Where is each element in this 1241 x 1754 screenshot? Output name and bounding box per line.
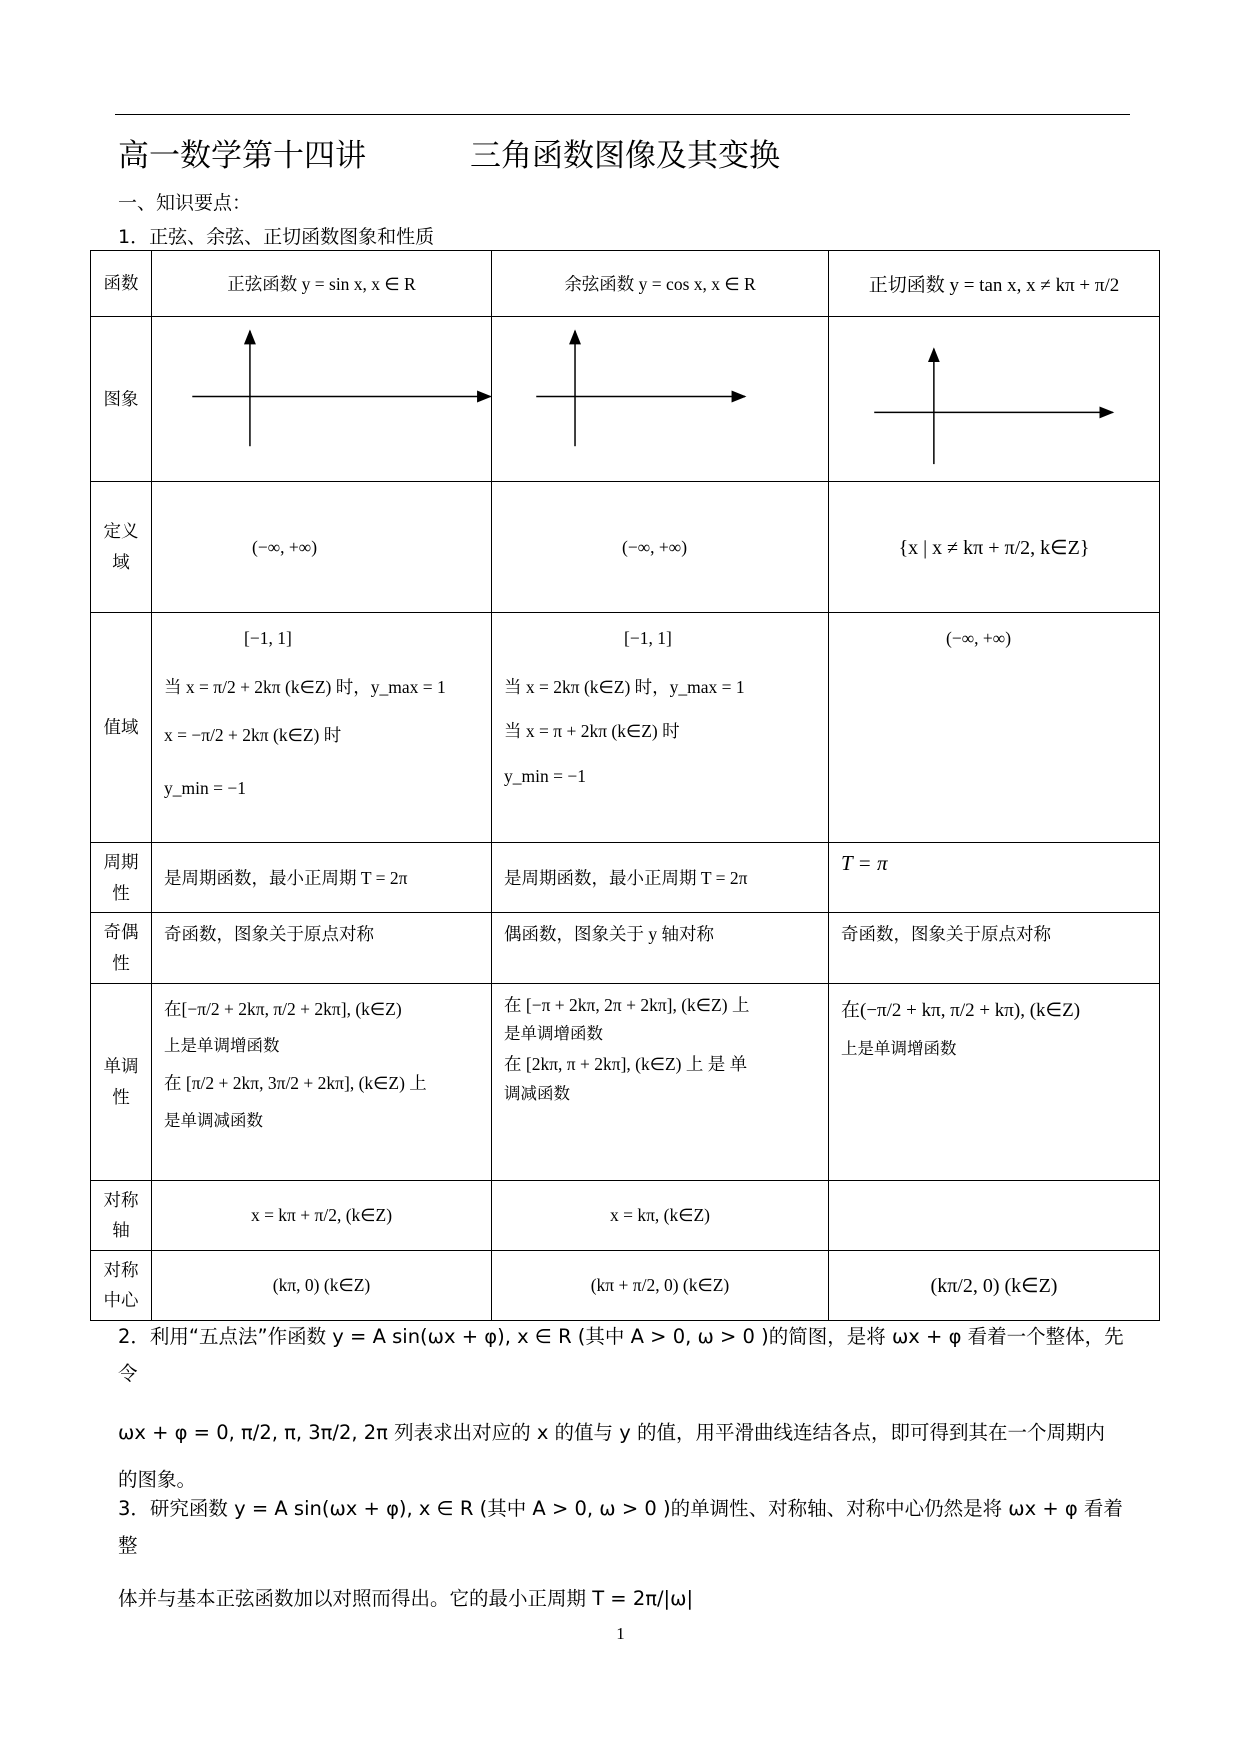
cos-mono-increasing-note: 是单调增函数 <box>504 1024 603 1044</box>
table-row-function <box>91 251 1160 317</box>
cos-mono-decreasing: 在 [2kπ, π + 2kπ], (k∈Z) 上 是 单 <box>504 1054 748 1074</box>
item-1-heading: 1．正弦、余弦、正切函数图象和性质 <box>118 226 435 248</box>
table-row-domain <box>91 482 1160 613</box>
item-3-line-2: 体并与基本正弦函数加以对照而得出。它的最小正周期 T = 2π/|ω| <box>118 1587 694 1611</box>
tan-mono-increasing: 在(−π/2 + kπ, π/2 + kπ), (k∈Z) <box>841 999 1081 1021</box>
sin-range-cell <box>152 613 492 843</box>
row-label-range: 值域 <box>91 613 152 843</box>
cos-range-cell <box>492 613 829 843</box>
tan-mono-cell <box>829 983 1160 1180</box>
table-row-period <box>91 843 1160 913</box>
item-2-line-1: 2．利用“五点法”作函数 y = A sin(ωx + φ), x ∈ R (其中 A > 0, ω > 0 )的简图，是将 ωx + φ 看着一个整体，先令 <box>118 1325 1124 1386</box>
item-2-line-2: ωx + φ = 0, π/2, π, 3π/2, 2π 列表求出对应的 x 的值与 y 的值，用平滑曲线连结各点，即可得到其在一个周期内 <box>118 1421 1105 1445</box>
sin-range-min: x = −π/2 + 2kπ (k∈Z) 时 <box>164 725 342 745</box>
sin-parity: 奇函数，图象关于原点对称 <box>152 913 492 983</box>
sin-mono-increasing-note: 上是单调增函数 <box>164 1036 280 1055</box>
cos-function-name: 余弦函数 y = cos x, x ∈ R <box>492 251 829 317</box>
cos-axes-graph <box>492 317 828 481</box>
row-label-parity: 奇偶性 <box>91 913 152 983</box>
table-row-symmetry-center <box>91 1250 1160 1320</box>
topic-title: 三角函数图像及其变换 <box>470 138 780 174</box>
row-label-mono: 单调性 <box>91 983 152 1180</box>
item-2-paragraph <box>118 1318 1133 1498</box>
row-label-domain: 定义域 <box>91 482 152 613</box>
sin-function-name: 正弦函数 y = sin x, x ∈ R <box>152 251 492 317</box>
page-number: 1 <box>616 1624 625 1643</box>
cos-mono-cell <box>492 983 829 1180</box>
sin-range-min-value: y_min = −1 <box>164 777 246 798</box>
cos-symmetry-center: (kπ + π/2, 0) (k∈Z) <box>492 1250 829 1320</box>
sin-axes-graph <box>152 317 491 481</box>
sin-mono-decreasing-note: 是单调减函数 <box>164 1110 263 1130</box>
tan-symmetry-axis <box>829 1180 1160 1250</box>
sin-range-set: [−1, 1] <box>244 628 292 648</box>
table-row-symmetry-axis <box>91 1180 1160 1250</box>
sin-range-max: 当 x = π/2 + 2kπ (k∈Z) 时，y_max = 1 <box>164 676 446 697</box>
tan-range-cell <box>829 613 1160 843</box>
cos-range-set: [−1, 1] <box>624 628 672 648</box>
cos-period: 是周期函数，最小正周期 T = 2π <box>492 843 829 913</box>
tan-function-name: 正切函数 y = tan x, x ≠ kπ + π/2 <box>829 251 1160 317</box>
cos-domain: (−∞, +∞) <box>492 482 829 613</box>
sin-domain: (−∞, +∞) <box>152 482 492 613</box>
table-row-parity <box>91 913 1160 983</box>
tan-symmetry-center: (kπ/2, 0) (k∈Z) <box>829 1250 1160 1320</box>
cos-range-min: 当 x = π + 2kπ (k∈Z) 时 <box>504 721 680 741</box>
header-rule <box>115 114 1130 115</box>
table-row-monotonicity <box>91 983 1160 1180</box>
trig-properties-table <box>90 250 1160 1321</box>
tan-period: T = π <box>829 843 1160 913</box>
sin-mono-increasing: 在[−π/2 + 2kπ, π/2 + 2kπ], (k∈Z) <box>164 998 402 1019</box>
sin-mono-cell <box>152 983 492 1180</box>
section-heading: 一、知识要点： <box>118 192 252 214</box>
sin-symmetry-axis: x = kπ + π/2, (k∈Z) <box>152 1180 492 1250</box>
item-3-line-1: 3．研究函数 y = A sin(ωx + φ), x ∈ R (其中 A > 0, ω > 0 )的单调性、对称轴、对称中心仍然是将 ωx + φ 看着整 <box>118 1497 1123 1558</box>
cos-parity: 偶函数，图象关于 y 轴对称 <box>492 913 829 983</box>
sin-mono-decreasing: 在 [π/2 + 2kπ, 3π/2 + 2kπ], (k∈Z) 上 <box>164 1073 427 1094</box>
cos-mono-decreasing-note: 调减函数 <box>504 1083 570 1103</box>
sin-symmetry-center: (kπ, 0) (k∈Z) <box>152 1250 492 1320</box>
tan-range-set: (−∞, +∞) <box>946 628 1012 648</box>
tan-graph-cell <box>829 317 1160 482</box>
table-row-graph <box>91 317 1160 482</box>
cos-range-max: 当 x = 2kπ (k∈Z) 时，y_max = 1 <box>504 676 745 697</box>
row-label-axis: 对称轴 <box>91 1180 152 1250</box>
tan-parity: 奇函数，图象关于原点对称 <box>829 913 1160 983</box>
cos-graph-cell <box>492 317 829 482</box>
lecture-title: 高一数学第十四讲 <box>118 138 366 174</box>
sin-graph-cell <box>152 317 492 482</box>
tan-domain: {x | x ≠ kπ + π/2, k∈Z} <box>829 482 1160 613</box>
sin-period: 是周期函数，最小正周期 T = 2π <box>152 843 492 913</box>
cos-symmetry-axis: x = kπ, (k∈Z) <box>492 1180 829 1250</box>
tan-axes-graph <box>829 317 1159 481</box>
tan-mono-increasing-note: 上是单调增函数 <box>841 1039 957 1059</box>
item-2-line-3: 的图象。 <box>118 1468 197 1492</box>
item-3-paragraph <box>118 1490 1133 1617</box>
cos-range-min-value: y_min = −1 <box>504 765 586 786</box>
row-label-graph: 图象 <box>91 317 152 482</box>
row-label-func: 函数 <box>91 251 152 317</box>
cos-mono-increasing: 在 [−π + 2kπ, 2π + 2kπ], (k∈Z) 上 <box>504 994 750 1015</box>
table-row-range <box>91 613 1160 843</box>
row-label-center: 对称中心 <box>91 1250 152 1320</box>
row-label-period: 周期性 <box>91 843 152 913</box>
